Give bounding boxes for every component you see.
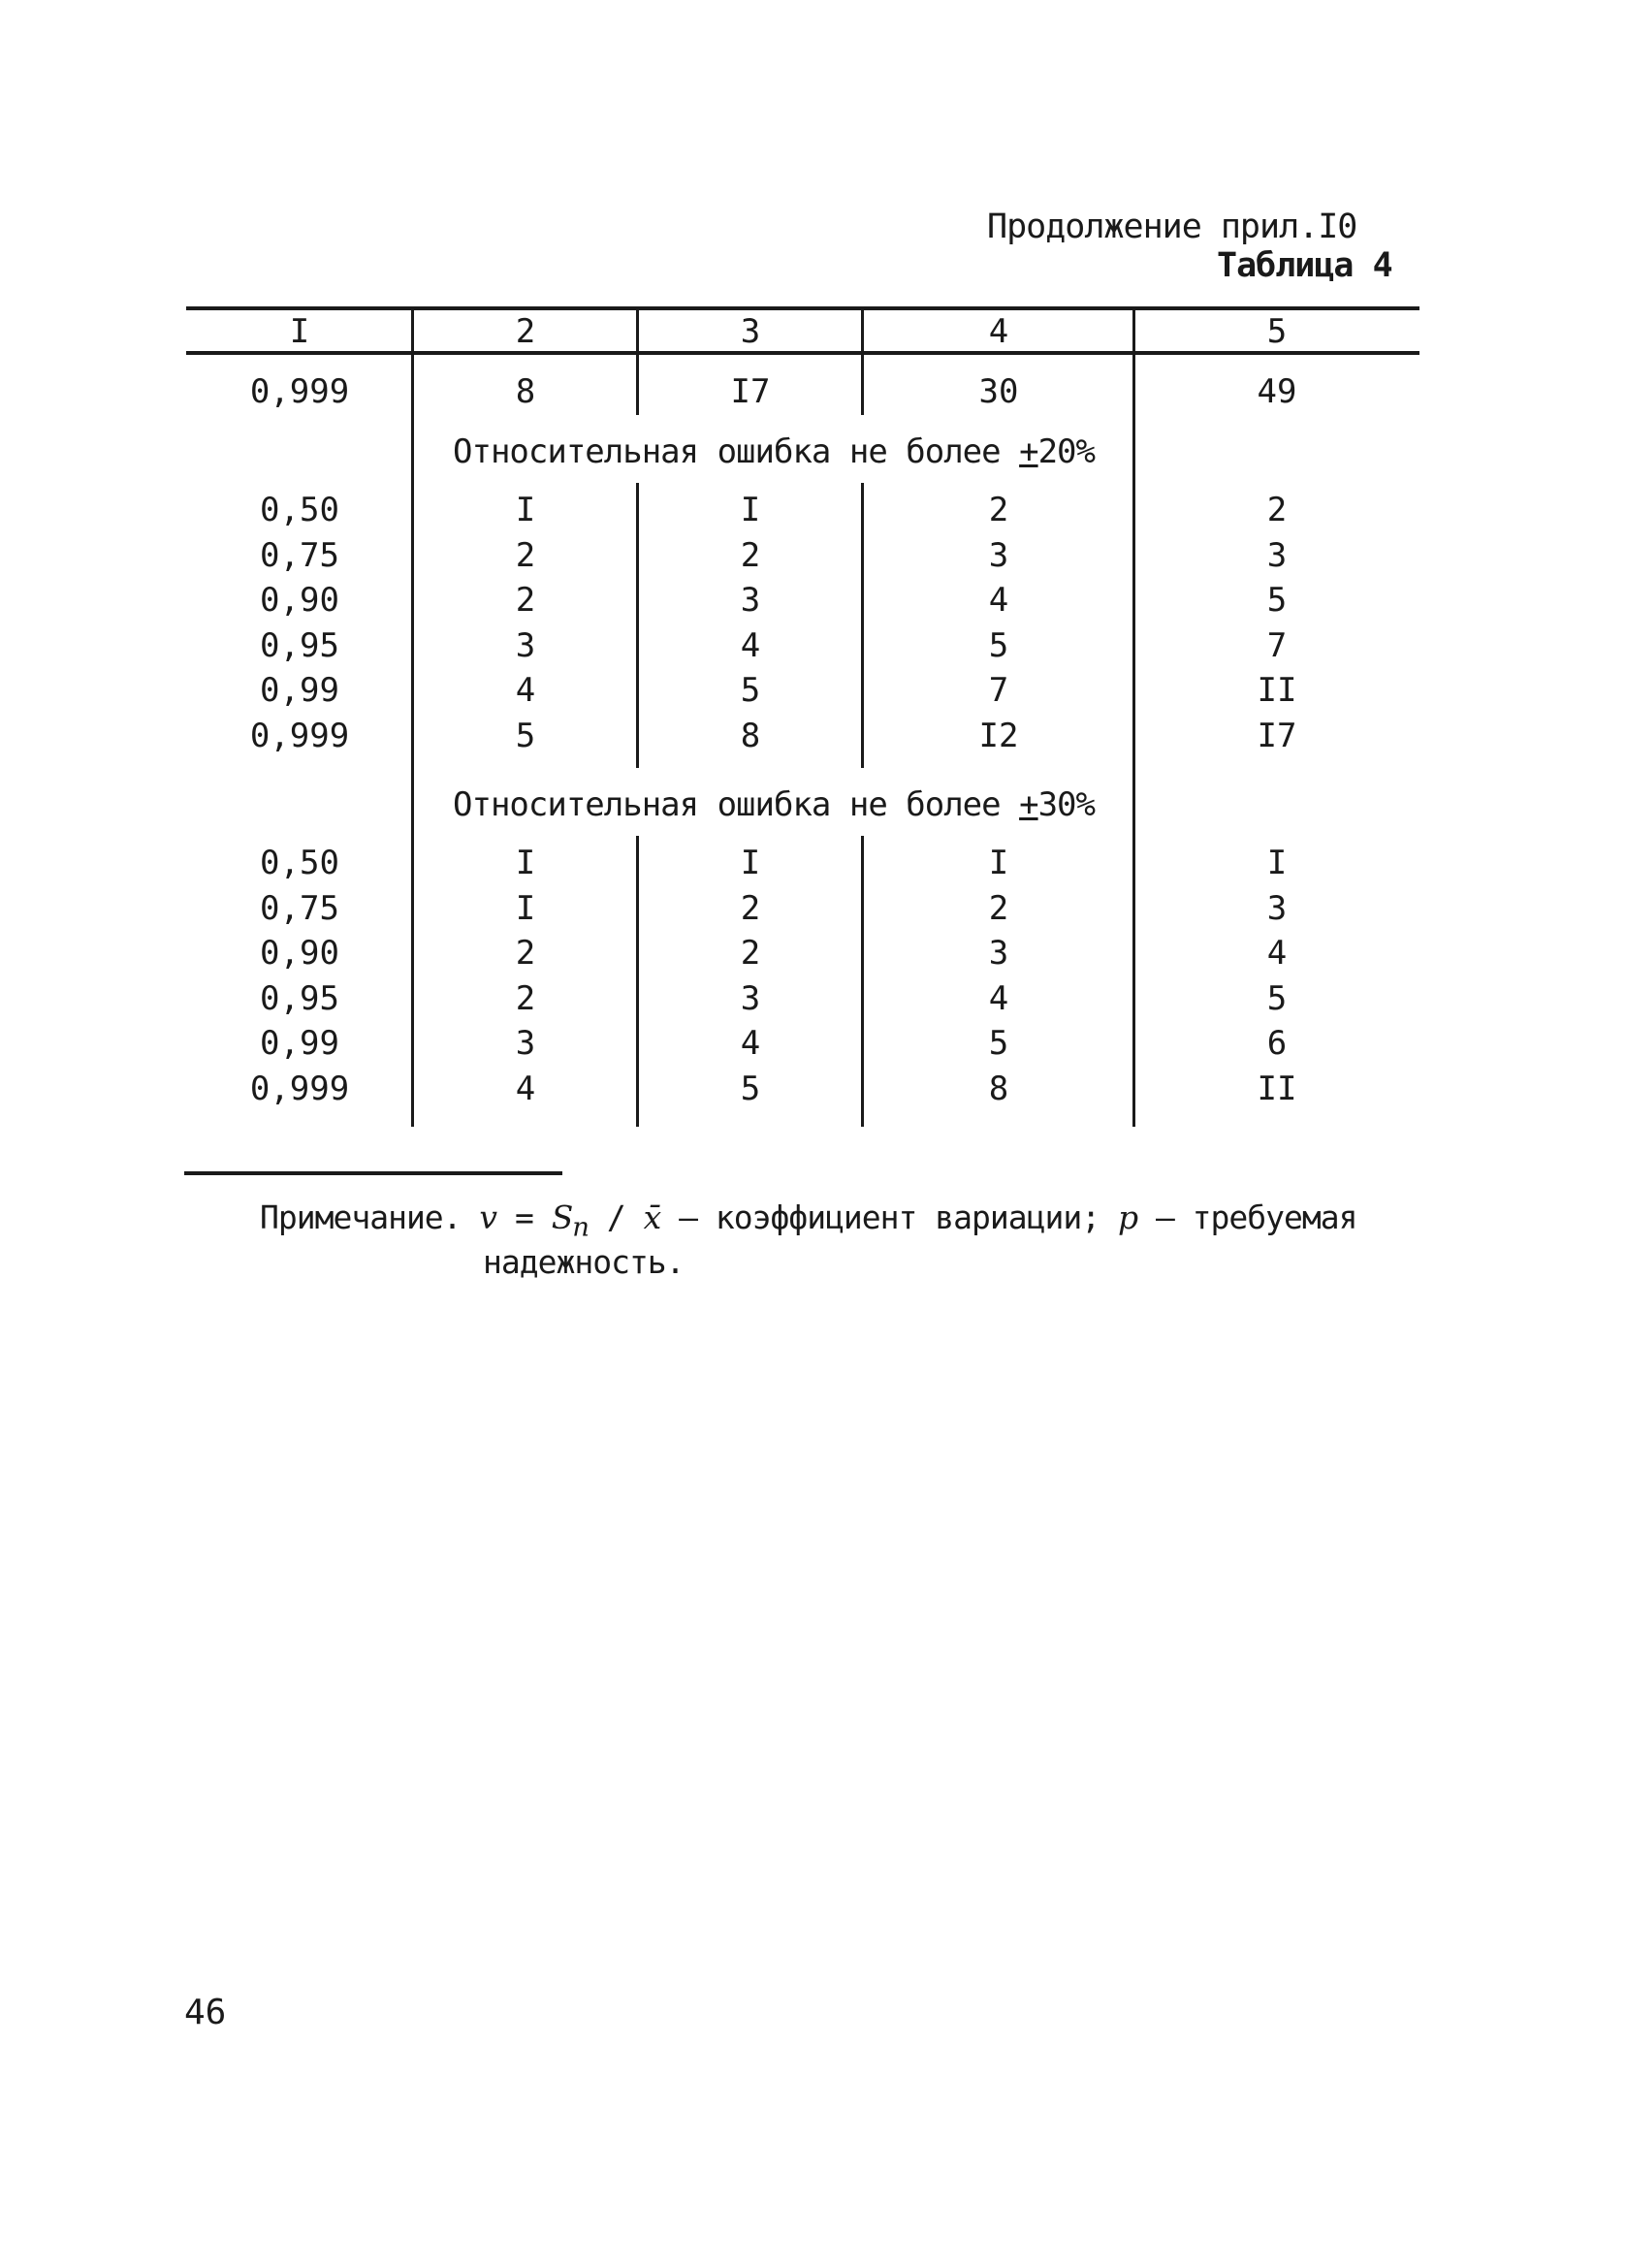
- table-cell: 2: [515, 934, 536, 973]
- table-cell: I2: [978, 717, 1019, 755]
- page-number: 46: [184, 1993, 227, 2032]
- table-cell: 2: [740, 536, 761, 575]
- table-cell: 5: [988, 1024, 1009, 1063]
- table-cell: I: [988, 844, 1009, 882]
- table-cell: 4: [740, 626, 761, 665]
- table-cell: 5: [515, 717, 536, 755]
- table-cell: 0,999: [249, 717, 350, 755]
- table-cell: I: [740, 491, 761, 529]
- table-cell: II: [1257, 671, 1297, 710]
- table-cell: 3: [740, 979, 761, 1018]
- table-cell: 0,95: [260, 979, 339, 1018]
- section-title-20: [413, 432, 1134, 471]
- column-header-3: 3: [740, 312, 761, 351]
- table-cell: 5: [1266, 581, 1288, 620]
- table-cell: 4: [740, 1024, 761, 1063]
- table-cell: 4: [1266, 934, 1288, 973]
- table-cell: 0,999: [249, 1070, 350, 1108]
- footnote-text-2: – требуемая: [1137, 1198, 1357, 1236]
- table-cell: I7: [1257, 717, 1297, 755]
- table-cell: 2: [515, 979, 536, 1018]
- table-cell: 5: [1266, 979, 1288, 1018]
- table-cell: I: [1266, 844, 1288, 882]
- table-cell: 6: [1266, 1024, 1288, 1063]
- table-cell: 4: [988, 581, 1009, 620]
- formula-xbar: x̄: [643, 1198, 661, 1236]
- table-cell: I: [515, 844, 536, 882]
- table-cell: 0,50: [260, 491, 339, 529]
- table-cell: 3: [1266, 536, 1288, 575]
- table-header-rule: [186, 351, 1419, 355]
- first-row-cell: 49: [1257, 372, 1297, 411]
- table-cell: 8: [740, 717, 761, 755]
- table-cell: 4: [515, 1070, 536, 1108]
- footnote-line-2: надежность.: [483, 1242, 685, 1281]
- table-cell: 2: [988, 491, 1009, 529]
- table-cell: 5: [740, 671, 761, 710]
- column-header-1: I: [289, 312, 310, 351]
- section-title-text: Относительная ошибка не более: [453, 785, 1020, 824]
- table-cell: 2: [740, 889, 761, 928]
- formula-equals: =: [496, 1198, 552, 1236]
- table-cell: 3: [1266, 889, 1288, 928]
- table-label: Таблица 4: [1217, 246, 1392, 285]
- section-title-value: 30%: [1037, 785, 1095, 824]
- footnote-line-1: [260, 1200, 1357, 1245]
- first-row-cell: 30: [978, 372, 1019, 411]
- footnote-text-1: – коэффициент вариации;: [660, 1198, 1118, 1236]
- footnote: [260, 1200, 1357, 1280]
- table-cell: 2: [740, 934, 761, 973]
- table-cell: 0,50: [260, 844, 339, 882]
- table-cell: 0,90: [260, 581, 339, 620]
- table-cell: 0,75: [260, 536, 339, 575]
- table-cell: 0,90: [260, 934, 339, 973]
- first-row-cell: I7: [730, 372, 771, 411]
- table-cell: 3: [740, 581, 761, 620]
- first-row-cell: 0,999: [249, 372, 350, 411]
- table-cell: 0,99: [260, 671, 339, 710]
- formula-s: S: [551, 1198, 573, 1236]
- table-cell: 0,95: [260, 626, 339, 665]
- column-header-4: 4: [988, 312, 1009, 351]
- formula-subscript: n: [572, 1211, 590, 1243]
- formula-p: p: [1117, 1198, 1138, 1236]
- column-header-2: 2: [515, 312, 536, 351]
- formula-divide: /: [589, 1198, 644, 1236]
- section-title-value: 20%: [1037, 432, 1095, 471]
- table-cell: 0,75: [260, 889, 339, 928]
- table-cell: 3: [988, 536, 1009, 575]
- table-cell: 5: [988, 626, 1009, 665]
- plus-minus-sign: +: [1019, 432, 1038, 471]
- data-table: [186, 306, 1419, 1127]
- table-cell: 2: [515, 581, 536, 620]
- table-cell: 2: [988, 889, 1009, 928]
- table-cell: I: [740, 844, 761, 882]
- first-row-cell: 8: [515, 372, 536, 411]
- footnote-label: Примечание.: [260, 1198, 462, 1236]
- table-cell: 5: [740, 1070, 761, 1108]
- table-cell: 8: [988, 1070, 1009, 1108]
- section-title-text: Относительная ошибка не более: [453, 432, 1020, 471]
- table-cell: 0,99: [260, 1024, 339, 1063]
- table-cell: 3: [515, 1024, 536, 1063]
- table-cell: 3: [988, 934, 1009, 973]
- table-cell: I: [515, 889, 536, 928]
- table-cell: 3: [515, 626, 536, 665]
- table-top-rule: [186, 306, 1419, 310]
- table-cell: 7: [988, 671, 1009, 710]
- table-cell: 4: [988, 979, 1009, 1018]
- section-title-30: [413, 785, 1134, 824]
- table-cell: 4: [515, 671, 536, 710]
- table-cell: 2: [515, 536, 536, 575]
- footnote-rule: [184, 1171, 562, 1175]
- plus-minus-sign: +: [1019, 785, 1038, 824]
- formula-v: v: [479, 1198, 497, 1236]
- continuation-heading: Продолжение прил.I0: [987, 208, 1357, 246]
- table-cell: 7: [1266, 626, 1288, 665]
- table-cell: II: [1257, 1070, 1297, 1108]
- table-cell: 2: [1266, 491, 1288, 529]
- table-cell: I: [515, 491, 536, 529]
- column-header-5: 5: [1266, 312, 1288, 351]
